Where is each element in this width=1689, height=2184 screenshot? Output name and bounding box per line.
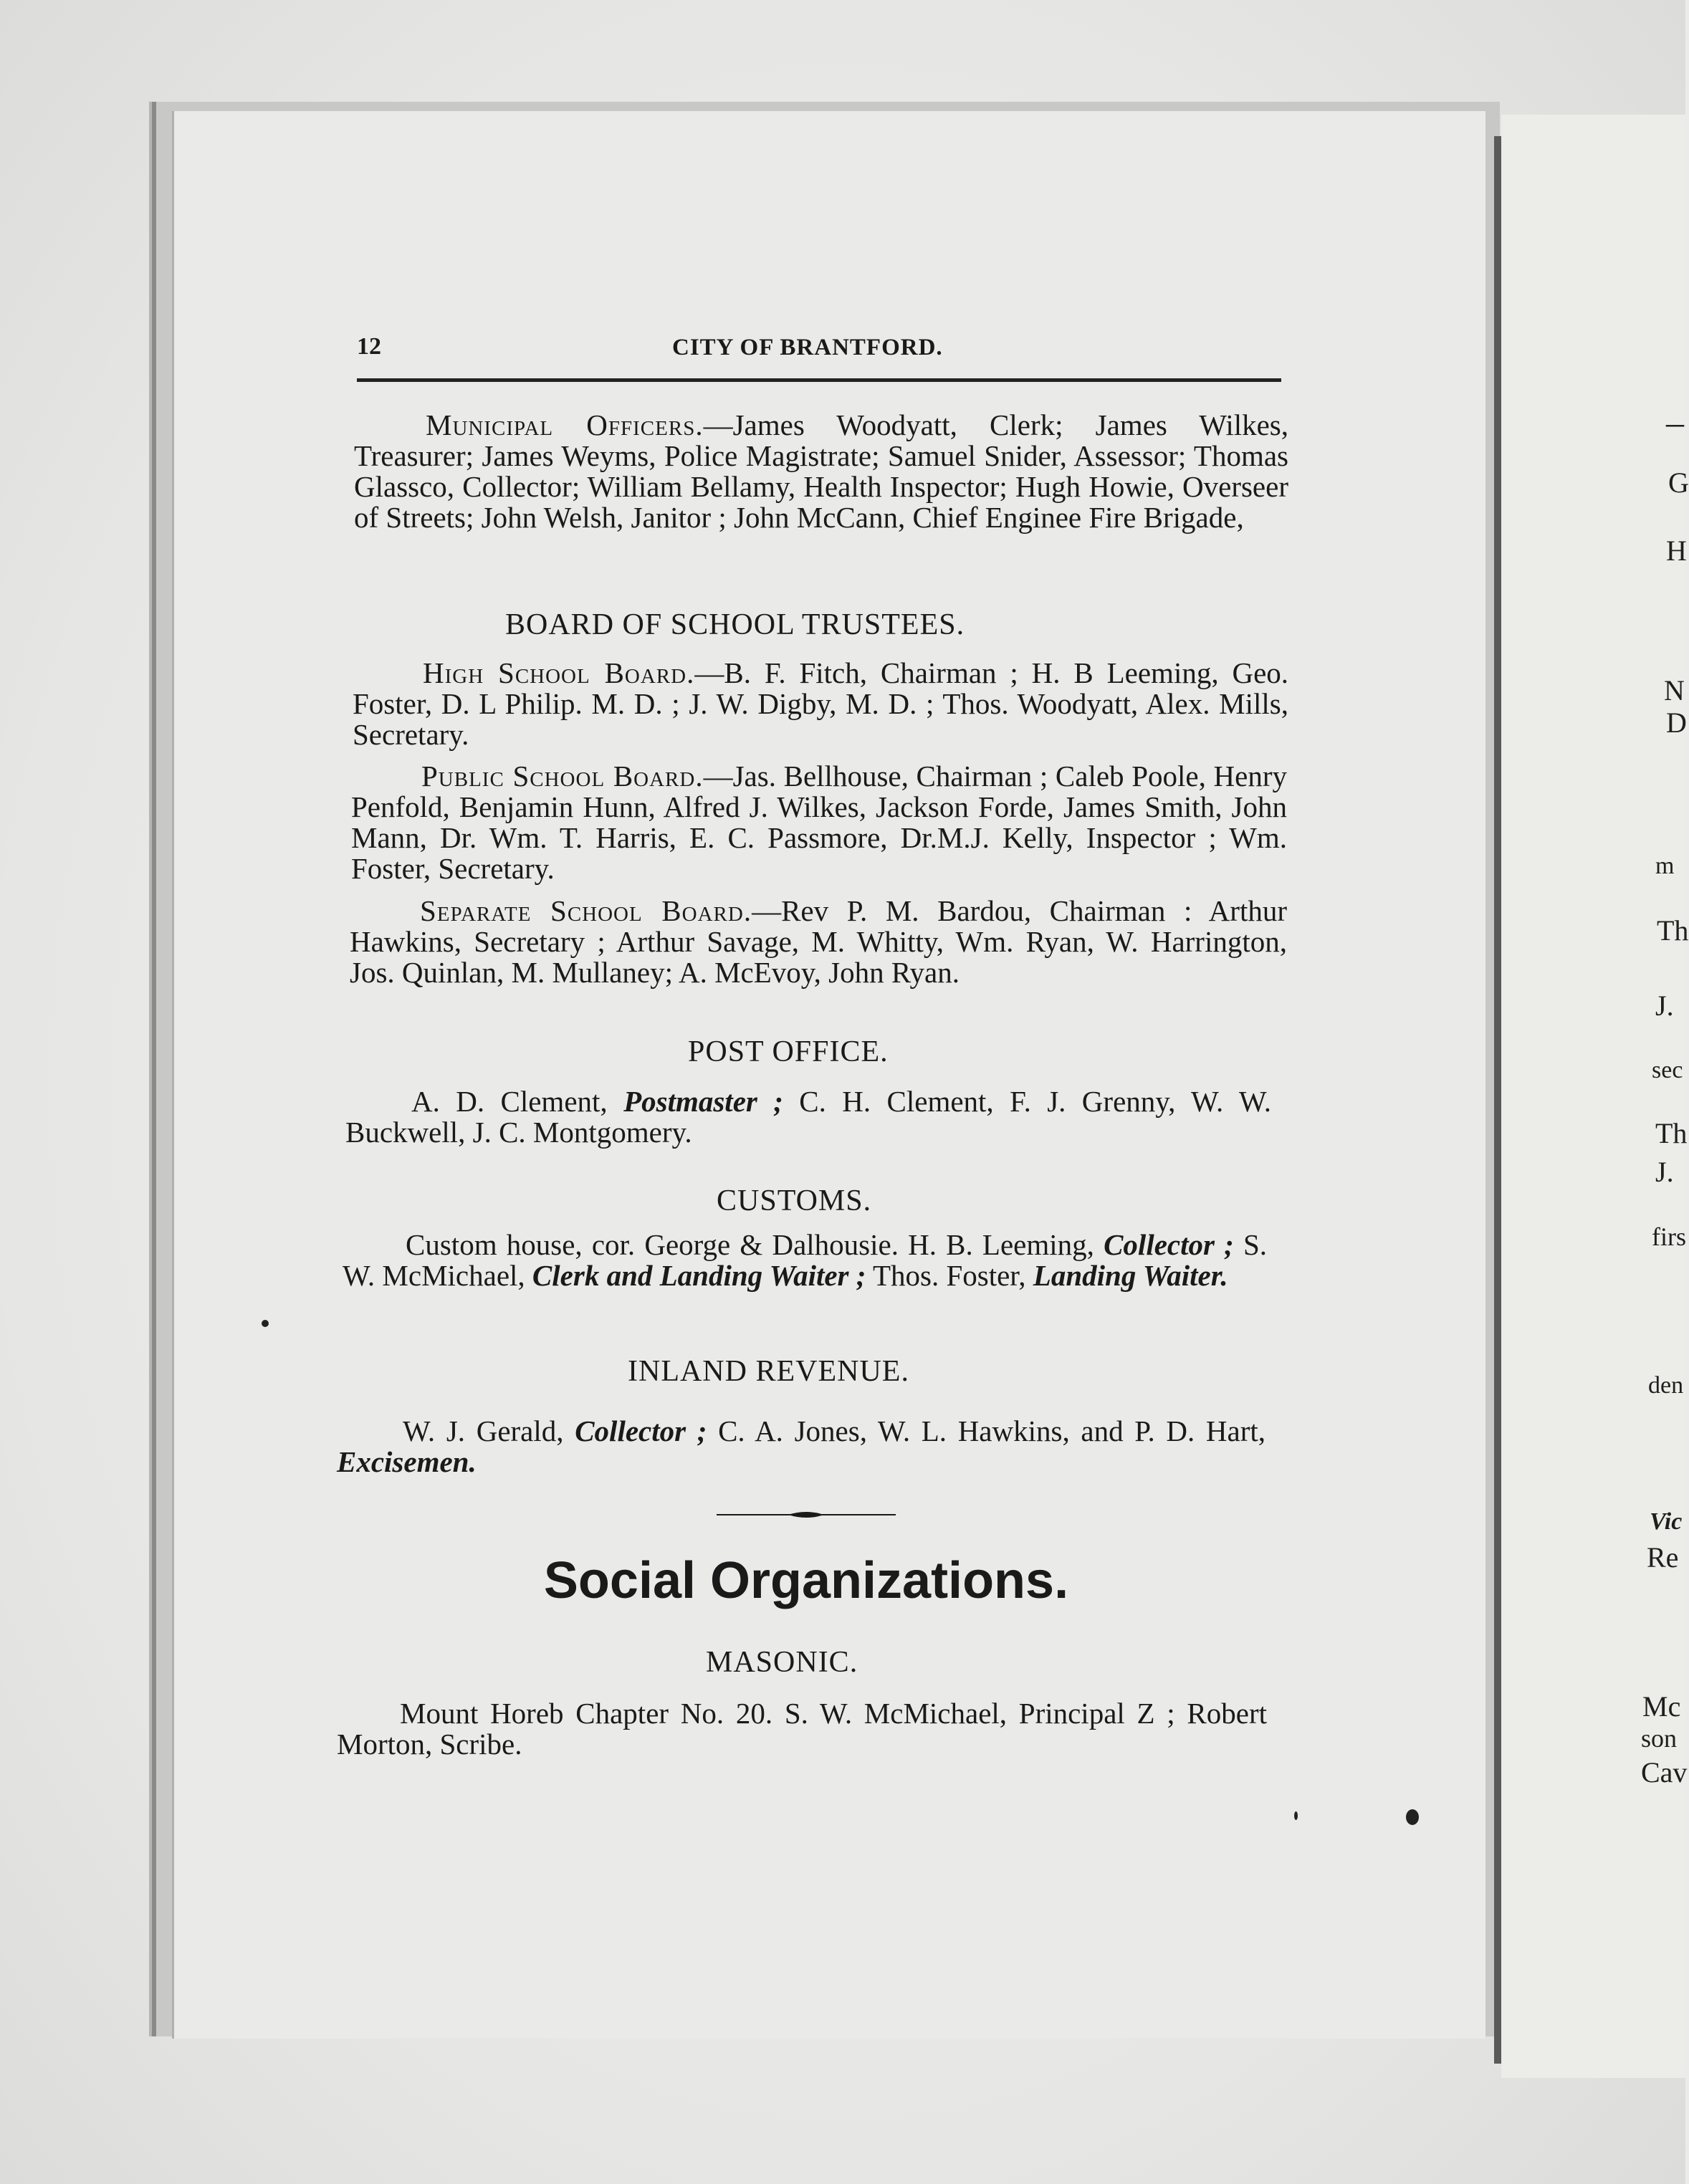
facing-page-fragment: G xyxy=(1668,466,1689,499)
separate-school-board-paragraph xyxy=(350,896,1287,988)
facing-page-fragment: Th xyxy=(1655,1117,1688,1149)
facing-page-fragment: m xyxy=(1655,853,1675,879)
customs-paragraph xyxy=(343,1230,1267,1291)
postmaster-role: Postmaster ; xyxy=(623,1085,783,1118)
book-gutter xyxy=(1494,136,1501,2064)
facing-page-fragment: D xyxy=(1666,707,1687,739)
inland-revenue-text-1: W. J. Gerald, xyxy=(403,1414,564,1447)
public-school-board-label: Public School Board. xyxy=(421,760,704,792)
facing-page-fragment: son xyxy=(1641,1724,1678,1753)
municipal-officers-label: Municipal Officers. xyxy=(426,408,704,441)
post-office-heading: POST OFFICE. xyxy=(688,1035,889,1068)
public-school-board-paragraph xyxy=(351,761,1287,884)
post-office-staff: C. H. Clement, F. J. Grenny, W. W. Buckwell, J. C. Montgomery. xyxy=(345,1085,1272,1149)
municipal-officers-text: —James Woodyatt, Clerk; James Wilkes, Treasurer; James Weyms, Police Magistrate; Samuel Snider, Assessor; Thomas Glassco, Collector; William Bellamy, Health Inspector; Hugh Howie, Overseer of Streets; John Welsh, Janitor ; John McCann, Chief Enginee Fire Brigade, xyxy=(354,408,1288,534)
post-office-paragraph xyxy=(345,1086,1271,1148)
facing-page-fragment: Cav xyxy=(1641,1756,1688,1788)
scan-speck xyxy=(1406,1809,1419,1825)
municipal-officers-paragraph xyxy=(354,410,1288,533)
customs-role-3: Landing Waiter. xyxy=(1033,1259,1228,1292)
facing-page-fragment: den xyxy=(1648,1372,1684,1399)
running-header xyxy=(357,333,1288,365)
school-trustees-heading: BOARD OF SCHOOL TRUSTEES. xyxy=(505,608,965,641)
facing-page-fragment: Mc xyxy=(1642,1690,1681,1723)
facing-page-fragment: Vic xyxy=(1650,1508,1683,1535)
high-school-board-paragraph xyxy=(353,658,1288,750)
facing-page-fragment: N xyxy=(1664,674,1685,707)
customs-text-1: Custom house, cor. George & Dalhousie. H. B. Leeming, xyxy=(406,1228,1094,1261)
scan-speck xyxy=(262,1320,269,1327)
high-school-board-label: High School Board. xyxy=(423,656,695,689)
scan-speck xyxy=(1294,1811,1298,1820)
running-title: CITY OF BRANTFORD. xyxy=(672,335,943,360)
inland-revenue-heading: INLAND REVENUE. xyxy=(628,1355,909,1388)
header-rule xyxy=(357,378,1281,382)
high-school-board-text: —B. F. Fitch, Chairman ; H. B Leeming, Geo. Foster, D. L Philip. M. D. ; J. W. Digby, M. D. ; Thos. Woodyatt, Alex. Mills, Secretary. xyxy=(353,656,1289,751)
facing-page-fragment: Th xyxy=(1657,914,1689,947)
facing-page-fragment: Re xyxy=(1647,1541,1679,1574)
customs-text-2: S. W. McMichael, xyxy=(343,1228,1268,1292)
masonic-heading: MASONIC. xyxy=(706,1646,858,1679)
facing-page-rule: – xyxy=(1666,402,1684,442)
social-organizations-title: Social Organizations. xyxy=(543,1552,1069,1609)
inland-revenue-paragraph xyxy=(337,1416,1265,1477)
customs-heading: CUSTOMS. xyxy=(717,1184,872,1217)
facing-page-fragment: J. xyxy=(1655,1156,1674,1188)
facing-page-fragment: J. xyxy=(1655,990,1674,1022)
customs-role-2: Clerk and Landing Waiter ; xyxy=(532,1259,866,1292)
inland-revenue-role-1: Collector ; xyxy=(575,1414,707,1447)
customs-role-1: Collector ; xyxy=(1104,1228,1234,1261)
public-school-board-text: —Jas. Bellhouse, Chairman ; Caleb Poole, Henry Penfold, Benjamin Hunn, Alfred J. Wilkes, Jackson Forde, James Smith, John Mann, Dr. Wm. T. Harris, E. C. Passmore, Dr.M.J. Kelly, Inspector ; Wm. Foster, Secretary. xyxy=(351,760,1287,885)
facing-page-fragment: sec xyxy=(1652,1057,1683,1083)
inland-revenue-role-2: Excisemen. xyxy=(337,1445,477,1478)
facing-page-fragment: firs xyxy=(1652,1222,1686,1251)
separate-school-board-text: —Rev P. M. Bardou, Chairman : Arthur Hawkins, Secretary ; Arthur Savage, M. Whitty, Wm. Ryan, W. Harrington, Jos. Quinlan, M. Mullaney; A. McEvoy, John Ryan. xyxy=(350,894,1287,989)
postmaster-name: A. D. Clement, xyxy=(411,1085,608,1118)
customs-text-3: Thos. Foster, xyxy=(872,1259,1026,1292)
ornamental-divider xyxy=(717,1510,896,1519)
inland-revenue-text-2: C. A. Jones, W. L. Hawkins, and P. D. Hart, xyxy=(718,1414,1266,1447)
separate-school-board-label: Separate School Board. xyxy=(420,894,752,927)
page-number: 12 xyxy=(357,333,381,360)
masonic-paragraph: Mount Horeb Chapter No. 20. S. W. McMichael, Principal Z ; Robert Morton, Scribe. xyxy=(337,1697,1267,1761)
facing-page-fragment: H xyxy=(1666,535,1687,567)
